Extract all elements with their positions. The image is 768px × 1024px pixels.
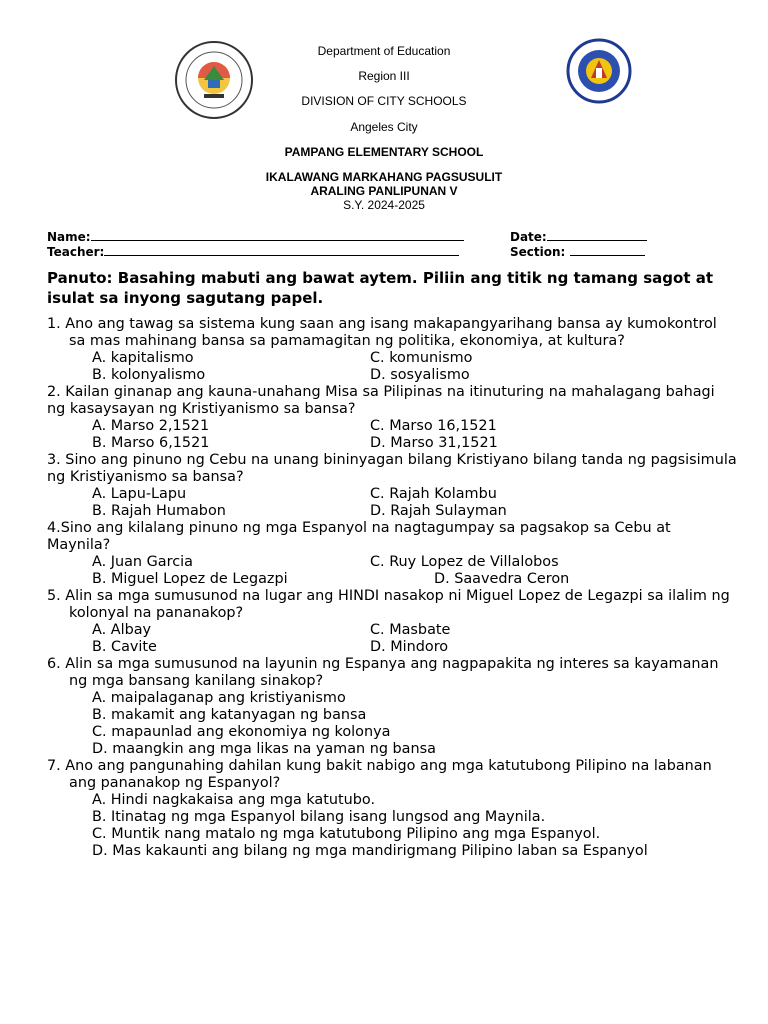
name-line[interactable]: [91, 230, 464, 241]
department-line: Department of Education: [317, 44, 451, 58]
date-line[interactable]: [547, 230, 647, 241]
choice-row: [47, 418, 737, 435]
choice-d: D. Mas kakaunti ang bilang ng mga mandirigmang Pilipino laban sa Espanyol: [92, 843, 648, 859]
name-label: Name:: [47, 230, 91, 244]
question-text: 3. Sino ang pinuno ng Cebu na unang bininyagan bilang Kristiyano bilang tanda ng pagsisimula ng Kristiyanismo sa bansa?: [47, 452, 737, 485]
choice-c: C. Ruy Lopez de Villalobos: [370, 554, 559, 570]
choice-a: A. kapitalismo: [92, 350, 194, 366]
instructions: Panuto: Basahing mabuti ang bawat aytem. Piliin ang titik ng tamang sagot at isulat sa inyong sagutang papel.: [47, 269, 713, 307]
subject-title: ARALING PANLIPUNAN V: [310, 184, 458, 198]
choice-list: [47, 690, 737, 758]
question-text: 1. Ano ang tawag sa sistema kung saan ang isang makapangyarihang bansa ay kumokontrol sa mas mahinang bansa sa pamamagitan ng politika, ekonomiya, at kultura?: [47, 316, 717, 349]
choice-a: A. Juan Garcia: [92, 554, 193, 570]
question-list: [47, 316, 737, 860]
choice-b: B. kolonyalismo: [92, 367, 206, 383]
choice-row: [47, 350, 737, 367]
teacher-label: Teacher:: [47, 245, 105, 259]
section-line[interactable]: [570, 245, 645, 256]
choice-row: [47, 367, 737, 384]
choice-row: [47, 435, 737, 452]
choice-a: A. Marso 2,1521: [92, 418, 210, 434]
section-label: Section:: [510, 245, 566, 259]
choice-c: C. mapaunlad ang ekonomiya ng kolonya: [92, 724, 391, 740]
choice-row: [47, 571, 737, 588]
teacher-line[interactable]: [104, 245, 459, 256]
question-1: [47, 316, 737, 384]
choice-row: [47, 554, 737, 571]
question-text: 2. Kailan ginanap ang kauna-unahang Misa sa Pilipinas na itinuturing na mahalagang bahagi ng kasaysayan ng Kristiyanismo sa bansa?: [47, 384, 715, 417]
question-2: [47, 384, 737, 452]
choice-a: A. Hindi nagkakaisa ang mga katutubo.: [92, 792, 376, 808]
choice-b: B. Rajah Humabon: [92, 503, 226, 519]
teacher-field[interactable]: [47, 245, 459, 259]
exam-title: IKALAWANG MARKAHANG PAGSUSULIT: [265, 170, 503, 184]
choice-row: [47, 639, 737, 656]
choice-d: D. Rajah Sulayman: [370, 503, 507, 519]
choice-c: C. Muntik nang matalo ng mga katutubong Pilipino ang mga Espanyol.: [92, 826, 601, 842]
choice-list: [47, 792, 737, 860]
choice-row: [47, 486, 737, 503]
choice-a: A. Lapu-Lapu: [92, 486, 187, 502]
choice-d: D. sosyalismo: [370, 367, 470, 383]
question-text: 7. Ano ang pangunahing dahilan kung bakit nabigo ang mga katutubong Pilipino na labanan ang pananakop ng Espanyol?: [47, 758, 712, 791]
question-text: 5. Alin sa mga sumusunod na lugar ang HINDI nasakop ni Miguel Lopez de Legazpi sa ilalim ng kolonyal na pananakop?: [47, 588, 730, 621]
choice-a: A. maipalaganap ang kristiyanismo: [92, 690, 346, 706]
choice-row: [47, 503, 737, 520]
choice-c: C. komunismo: [370, 350, 473, 366]
question-6: [47, 656, 737, 758]
question-7: [47, 758, 737, 860]
question-4: [47, 520, 737, 588]
school-year: S.Y. 2024-2025: [343, 198, 425, 212]
choice-row: [47, 622, 737, 639]
city-line: Angeles City: [350, 120, 418, 134]
name-field[interactable]: [47, 230, 464, 244]
division-line: DIVISION OF CITY SCHOOLS: [301, 94, 467, 108]
section-field[interactable]: [510, 245, 645, 259]
choice-d: D. Saavedra Ceron: [434, 571, 570, 587]
question-text: 6. Alin sa mga sumusunod na layunin ng Espanya ang nagpapakita ng interes sa kayamanan ng mga bansang kanilang sinakop?: [47, 656, 719, 689]
choice-b: B. Marso 6,1521: [92, 435, 210, 451]
choice-b: B. Cavite: [92, 639, 157, 655]
choice-d: D. maangkin ang mga likas na yaman ng bansa: [92, 741, 436, 757]
date-field[interactable]: [510, 230, 647, 244]
choice-d: D. Mindoro: [370, 639, 449, 655]
choice-c: C. Marso 16,1521: [370, 418, 497, 434]
question-text: 4.Sino ang kilalang pinuno ng mga Espanyol na nagtagumpay sa pagsakop sa Cebu at Maynila?: [47, 520, 671, 553]
question-3: [47, 452, 737, 520]
choice-a: A. Albay: [92, 622, 152, 638]
choice-c: C. Masbate: [370, 622, 451, 638]
choice-c: C. Rajah Kolambu: [370, 486, 497, 502]
choice-b: B. Miguel Lopez de Legazpi: [92, 571, 288, 587]
date-label: Date:: [510, 230, 547, 244]
school-name: PAMPANG ELEMENTARY SCHOOL: [284, 145, 484, 159]
choice-b: B. makamit ang katanyagan ng bansa: [92, 707, 367, 723]
choice-b: B. Itinatag ng mga Espanyol bilang isang lungsod ang Maynila.: [92, 809, 546, 825]
region-line: Region III: [358, 69, 410, 83]
question-5: [47, 588, 737, 656]
choice-d: D. Marso 31,1521: [370, 435, 498, 451]
